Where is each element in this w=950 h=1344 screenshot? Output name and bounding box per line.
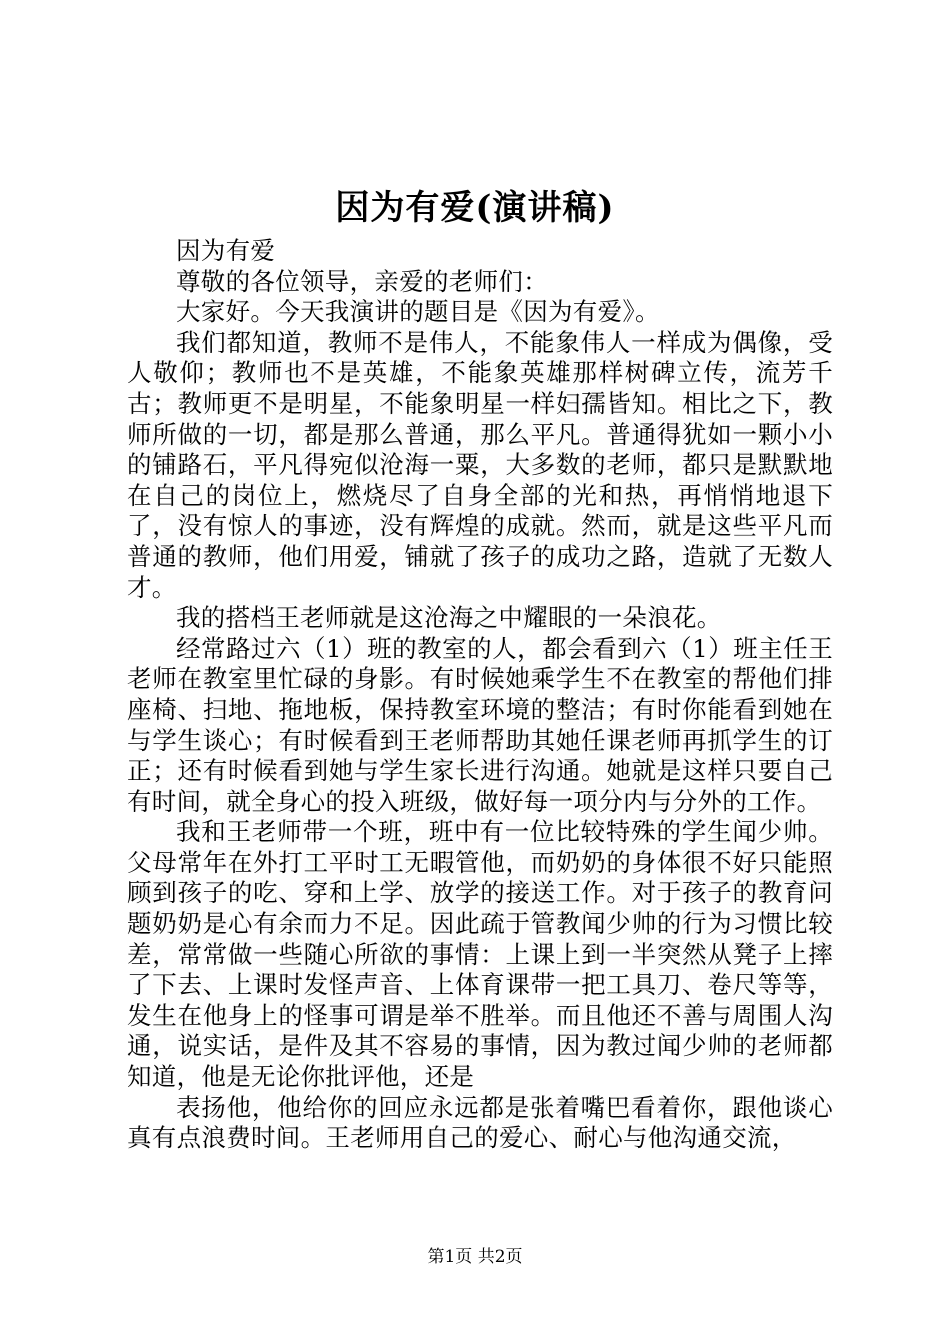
paragraph-greeting: 大家好。今天我演讲的题目是《因为有爱》。 <box>176 297 660 327</box>
document-body <box>127 236 833 1154</box>
paragraph-heading: 因为有爱 <box>176 236 276 265</box>
document-title: 因为有爱(演讲稿) <box>335 188 615 228</box>
paragraph-salutation: 尊敬的各位领导，亲爱的老师们： <box>176 266 548 296</box>
paragraph: 我和王老师带一个班，班中有一位比较特殊的学生闻少帅。父母常年在外打工平时工无暇管他，而奶奶的身体很不好只能照顾到孩子的吃、穿和上学、放学的接送工作。对于孩子的教育问题奶奶是心有余而力不足。因此疏于管教闻少帅的行为习惯比较差，常常做一些随心所欲的事情：上课上到一半突然从凳子上摔了下去、上课时发怪声音、上体育课带一把工具刀、卷尺等等，发生在他身上的怪事可谓是举不胜举。而且他还不善与周围人沟通，说实话，是件及其不容易的事情，因为教过闻少帅的老师都知道，他是无论你批评他，还是 <box>127 817 833 1092</box>
paragraph: 我们都知道，教师不是伟人，不能象伟人一样成为偶像，受人敬仰；教师也不是英雄，不能象英雄那样树碑立传，流芳千古；教师更不是明星，不能象明星一样妇孺皆知。相比之下，教师所做的一切，都是那么普通，那么平凡。普通得犹如一颗小小的铺路石，平凡得宛似沧海一粟，大多数的老师，都只是默默地在自己的岗位上，燃烧尽了自身全部的光和热，再悄悄地退下了，没有惊人的事迹，没有辉煌的成就。然而，就是这些平凡而普通的教师，他们用爱，铺就了孩子的成功之路，造就了无数人才。 <box>127 327 833 602</box>
paragraph: 我的搭档王老师就是这沧海之中耀眼的一朵浪花。 <box>176 603 722 633</box>
page-footer: 第1页 共2页 <box>427 1247 523 1267</box>
paragraph: 经常路过六（1）班的教室的人，都会看到六（1）班主任王老师在教室里忙碌的身影。有时候她乘学生不在教室的帮他们排座椅、扫地、拖地板，保持教室环境的整洁；有时你能看到她在与学生谈心；有时候看到王老师帮助其她任课老师再抓学生的订正；还有时候看到她与学生家长进行沟通。她就是这样只要自己有时间，就全身心的投入班级，做好每一项分内与分外的工作。 <box>127 633 833 816</box>
paragraph: 表扬他，他给你的回应永远都是张着嘴巴看着你，跟他谈心真有点浪费时间。王老师用自己的爱心、耐心与他沟通交流， <box>127 1092 833 1153</box>
